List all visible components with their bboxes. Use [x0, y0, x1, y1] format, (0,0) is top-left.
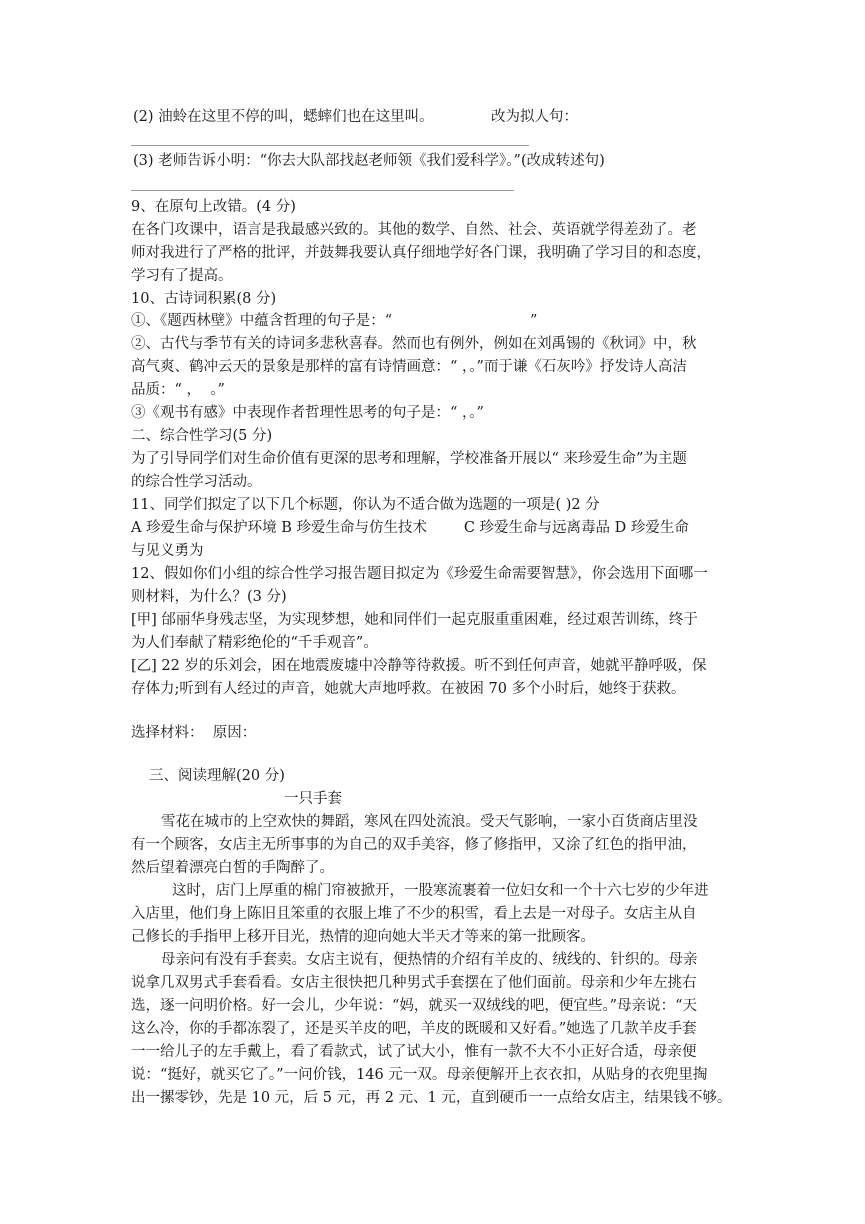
reading-paragraph-line: 出一摞零钞，先是 10 元，后 5 元，再 2 元、1 元，直到硬币一一点给女店主，结果钱不够。	[131, 1090, 732, 1106]
q9-text-line: 在各门攻课中，语言是我最感兴致的。其他的数学、自然、社会、英语就学得差劲了。老	[131, 222, 697, 238]
q12-material-jia: [甲] 邰丽华身残志坚，为实现梦想，她和同伴们一起克服重重困难，经过艰苦训练，终于	[131, 612, 698, 628]
reading-paragraph-line: 说拿几双男式手套看看。女店主很快把几种男式手套摆在了他们面前。母亲和少年左挑右	[131, 975, 697, 991]
reading-paragraph-line: 母亲问有没有手套卖。女店主说有，便热情的介绍有羊皮的、绒线的、针织的。母亲	[161, 952, 698, 968]
section2-intro-line: 的综合性学习活动。	[131, 474, 262, 490]
answer-line	[131, 190, 514, 191]
section3-heading: 三、阅读理解(20 分)	[149, 768, 285, 784]
q9-text-line: 师对我进行了严格的批评，并鼓舞我要认真仔细地学好各门课，我明确了学习目的和态度，	[131, 245, 711, 261]
q10-item1: ①、《题西林壁》中蕴含哲理的句子是：“	[131, 313, 393, 329]
reading-paragraph-line: 己修长的手指甲上移开目光，热情的迎向她大半天才等来的第一批顾客。	[131, 929, 595, 945]
q2-instruction: 改为拟人句：	[491, 109, 578, 125]
reading-paragraph-line: 雪花在城市的上空欢快的舞蹈，寒风在四处流浪。受天气影响，一家小百货商店里没	[161, 814, 698, 830]
reading-paragraph-line: 这时，店门上厚重的棉门帘被掀开，一股寒流裹着一位妇女和一个十六七岁的少年进	[172, 883, 709, 899]
q11-heading: 11、同学们拟定了以下几个标题，你认为不适合做为选题的一项是( )2 分	[131, 497, 600, 513]
q3-text: (3) 老师告诉小明：“你去大队部找赵老师领《我们爱科学》。”(改成转述句)	[133, 153, 605, 169]
q11-options: A 珍爱生命与保护环境 B 珍爱生命与仿生技术 C 珍爱生命与远离毒品 D 珍爱生命	[131, 520, 689, 536]
q10-item1-close-quote: ”	[530, 313, 538, 329]
q12-answer-line: 选择材料： 原因：	[131, 725, 257, 741]
reading-paragraph-line: 有一个顾客，女店主无所事事的为自己的双手美容，修了修指甲，又涂了红色的指甲油，	[131, 837, 697, 853]
answer-line	[131, 145, 529, 146]
reading-paragraph-line: 然后望着漂亮白皙的手陶醉了。	[131, 860, 334, 876]
reading-paragraph-line: 说：“挺好，就买它了。”一问价钱，146 元一双。母亲便解开上衣衣扣，从贴身的衣兜里掏	[131, 1067, 708, 1083]
q9-heading: 9、在原句上改错。(4 分)	[131, 199, 296, 215]
q11-options: 与见义勇为	[131, 543, 204, 559]
q12-material-jia: 为人们奉献了精彩绝伦的“千手观音”。	[131, 635, 378, 651]
q10-item2-line: ②、古代与季节有关的诗词多悲秋喜春。然而也有例外，例如在刘禹锡的《秋词》中，秋	[131, 336, 697, 352]
q10-item2-line: 品质：“ ， 。”	[131, 382, 225, 398]
q10-item3: ③《观书有感》中表现作者哲理性思考的句子是：“ ，。”	[131, 405, 484, 421]
q12-heading-line: 12、假如你们小组的综合性学习报告题目拟定为《珍爱生命需要智慧》，你会选用下面哪一	[131, 566, 708, 582]
q9-text-line: 学习有了提高。	[131, 268, 233, 284]
reading-paragraph-line: 这么冷，你的手都冻裂了，还是买羊皮的吧，羊皮的既暖和又好看。”她选了几款羊皮手套	[131, 1021, 697, 1037]
section2-heading: 二、综合性学习(5 分)	[131, 428, 273, 444]
reading-paragraph-line: 选，逐一问明价格。好一会儿，少年说：“妈，就买一双绒线的吧，便宜些。”母亲说：“天	[131, 998, 697, 1014]
q12-material-yi: [乙] 22 岁的乐刘会，困在地震废墟中冷静等待救援。听不到任何声音，她就平静呼吸，保	[131, 658, 707, 674]
section2-intro-line: 为了引导同学们对生命价值有更深的思考和理解，学校准备开展以“ 来珍爱生命”为主题	[131, 451, 687, 467]
reading-paragraph-line: 一一给儿子的左手戴上，看了看款式，试了试大小，惟有一款不大不小正好合适，母亲便	[131, 1044, 697, 1060]
q10-heading: 10、古诗词积累(8 分)	[131, 291, 277, 307]
q2-sentence: (2) 油蛉在这里不停的叫，蟋蟀们也在这里叫。	[133, 109, 434, 125]
reading-title: 一只手套	[284, 791, 342, 807]
reading-paragraph-line: 入店里，他们身上陈旧且笨重的衣服上堆了不少的积雪，看上去是一对母子。女店主从自	[131, 906, 697, 922]
q12-material-yi: 存体力;听到有人经过的声音，她就大声地呼救。在被困 70 多个小时后，她终于获救。	[131, 681, 686, 697]
q10-item2-line: 高气爽、鹤冲云天的景象是那样的富有诗情画意：“ ，。”而于谦《石灰吟》抒发诗人高洁	[131, 359, 687, 375]
q12-heading-line: 则材料，为什么？(3 分)	[131, 589, 287, 605]
